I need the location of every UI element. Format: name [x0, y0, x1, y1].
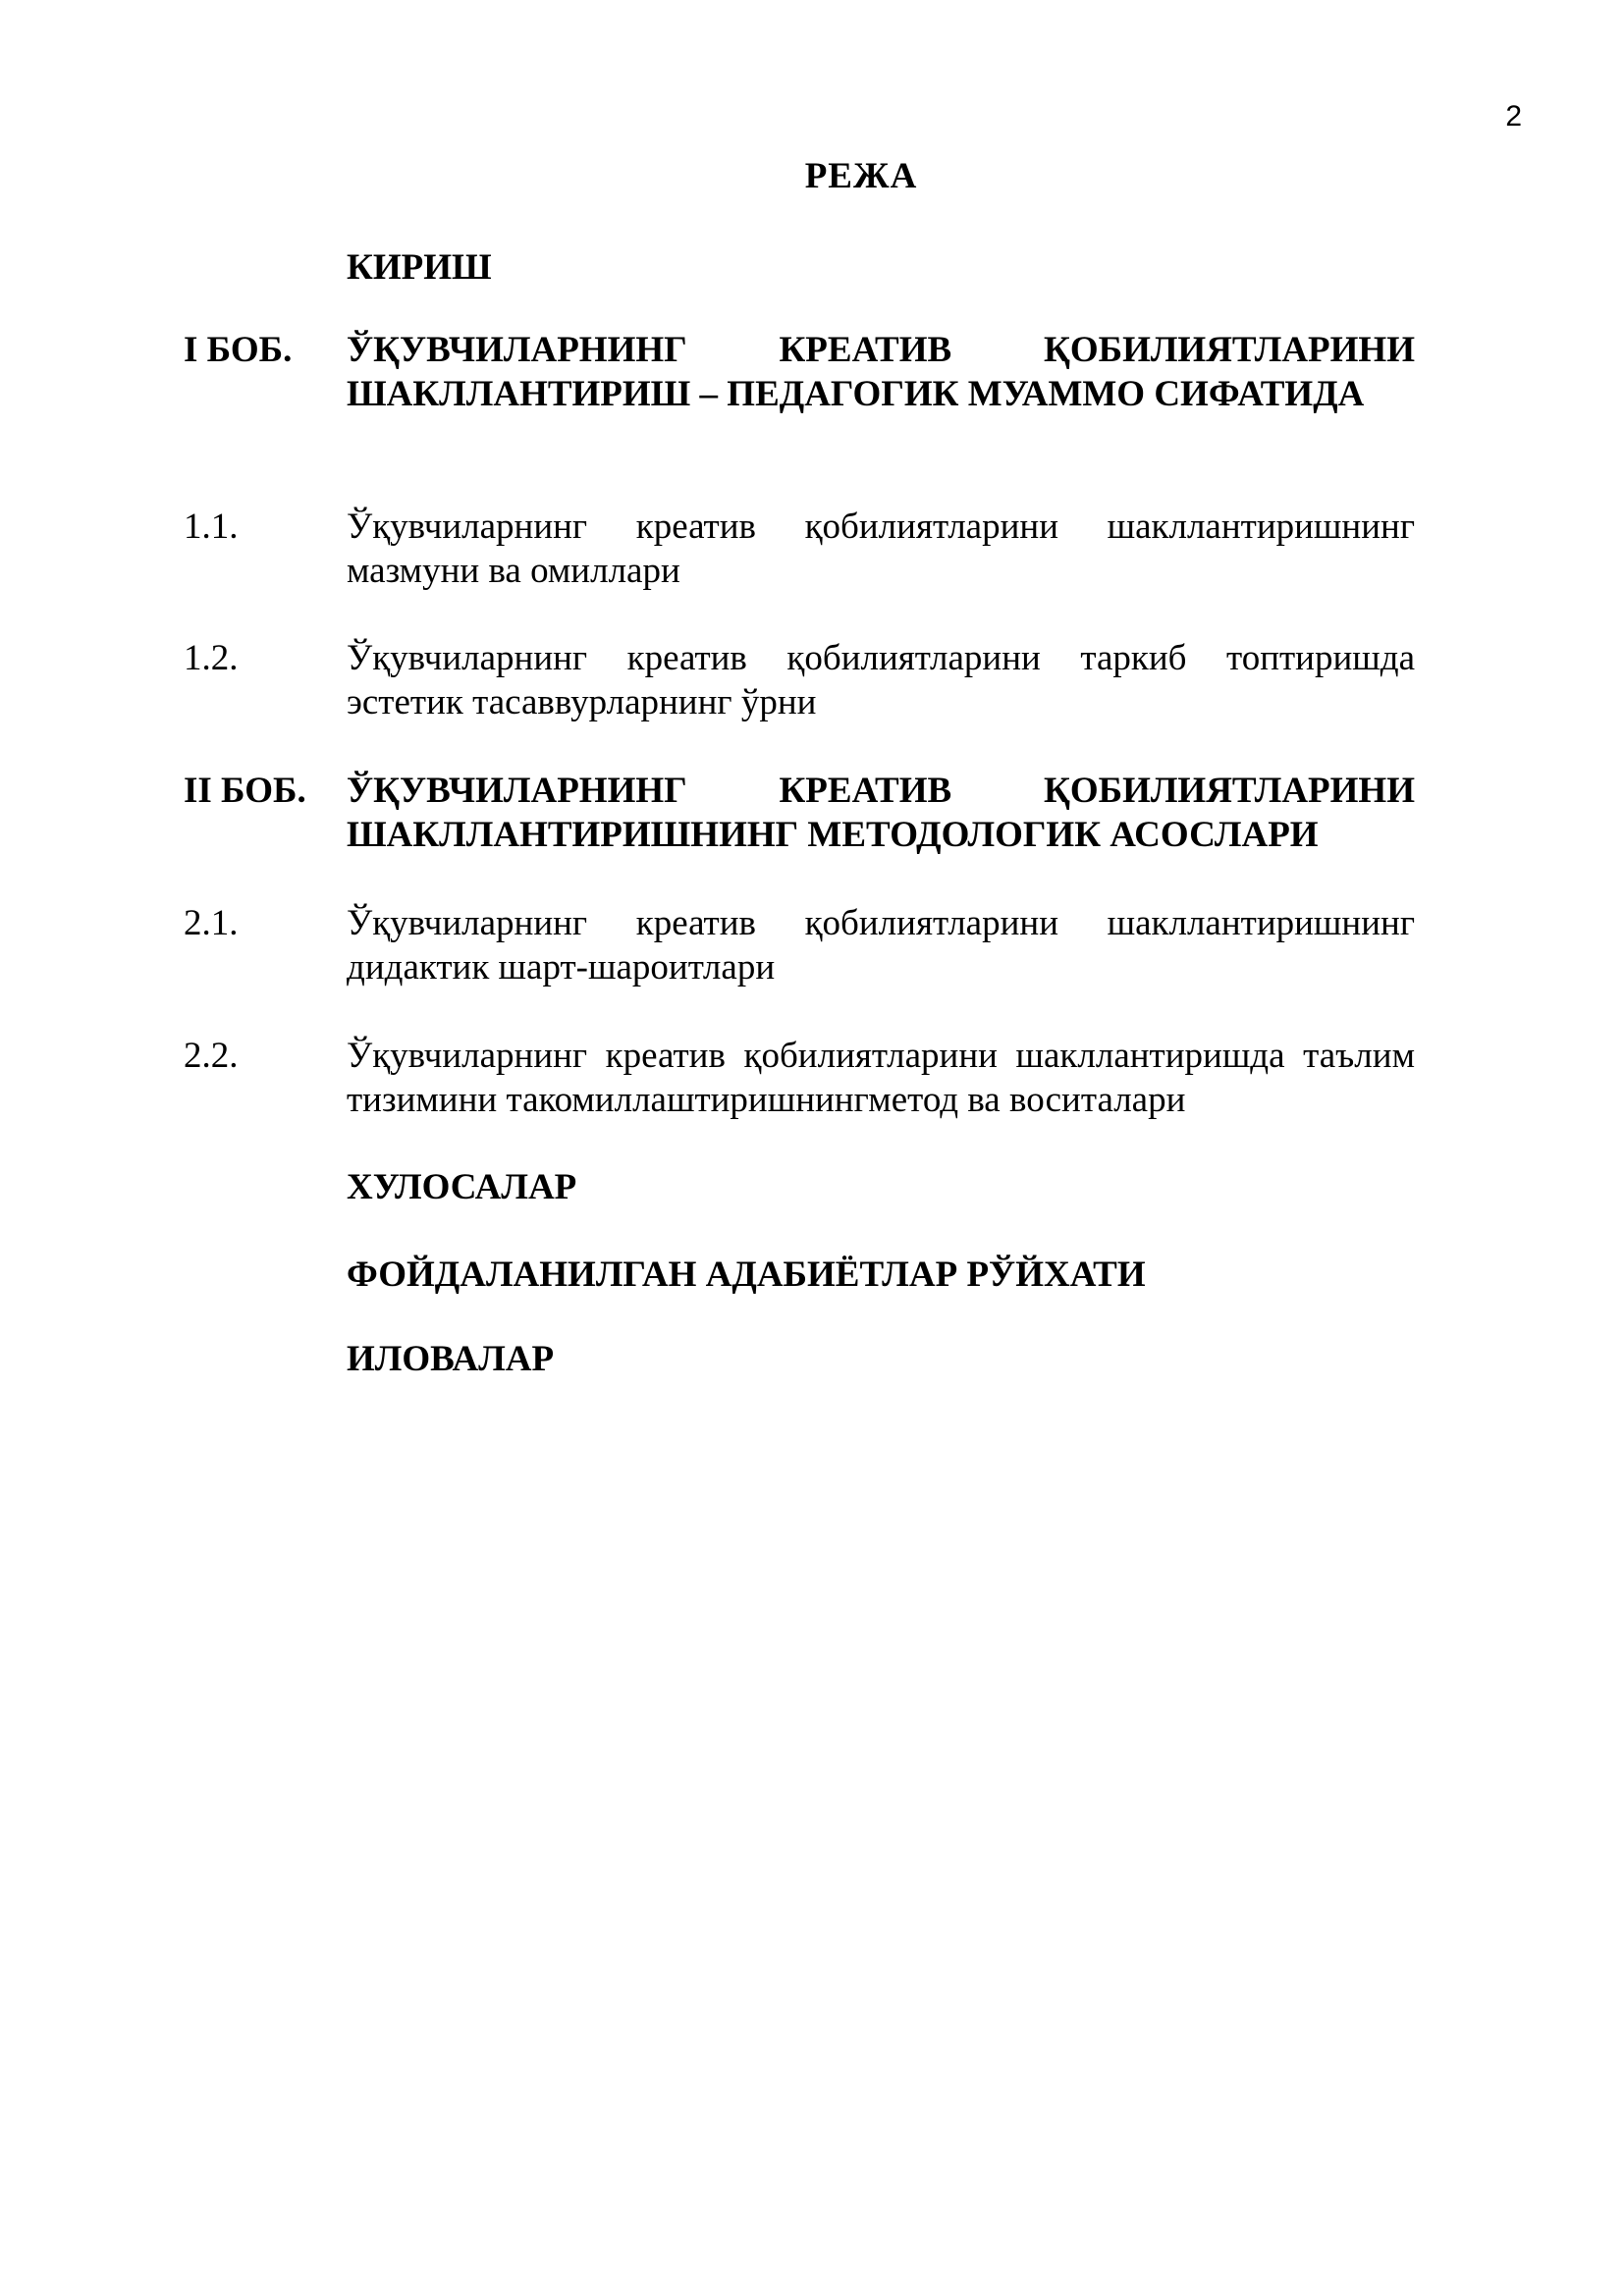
toc-entry-number: I БОБ.: [184, 330, 293, 370]
toc-entry-section-2-1: [184, 901, 1415, 989]
toc-entry-title: Ўқувчиларнинг креатив қобилиятларини шакллантиришда таълим тизимини такомиллаштиришнингметод ва воситалари: [347, 1036, 1415, 1120]
toc-entry-number: 2.2.: [184, 1036, 239, 1076]
toc-entry-title: Ўқувчиларнинг креатив қобилиятларини шакллантиришнинг мазмуни ва омиллари: [347, 507, 1415, 591]
toc-entry-title: Ўқувчиларнинг креатив қобилиятларини шакллантиришнинг дидактик шарт-шароитлари: [347, 903, 1415, 988]
toc-entry-section-2-2: [184, 1034, 1415, 1122]
toc-entry-section-1-2: [184, 636, 1415, 724]
toc-entry-title: ХУЛОСАЛАР: [347, 1167, 577, 1207]
toc-entry-number: [184, 1253, 347, 1297]
page-number: 2: [1505, 100, 1522, 133]
toc-entry-chapter-2: [184, 769, 1415, 857]
toc-entry-number: 2.1.: [184, 903, 239, 943]
toc-entry-number: II БОБ.: [184, 771, 306, 811]
toc-entry-title: ЎҚУВЧИЛАРНИНГ КРЕАТИВ ҚОБИЛИЯТЛАРИНИ ШАКЛЛАНТИРИШНИНГ МЕТОДОЛОГИК АСОСЛАРИ: [347, 771, 1415, 855]
toc-entry-chapter-1: [184, 328, 1415, 416]
toc-entry-title: ЎҚУВЧИЛАРНИНГ КРЕАТИВ ҚОБИЛИЯТЛАРИНИ ШАКЛЛАНТИРИШ – ПЕДАГОГИК МУАММО СИФАТИДА: [347, 330, 1415, 414]
toc-entry-conclusions: [184, 1165, 1415, 1209]
toc-entry-title: ИЛОВАЛАР: [347, 1339, 555, 1379]
toc-entry-references: [184, 1253, 1415, 1297]
toc-entry-number: [184, 1165, 347, 1209]
page-title: РЕЖА: [804, 156, 918, 196]
toc-entry-number: 1.1.: [184, 507, 239, 547]
toc-entry-number: [184, 1337, 347, 1381]
toc-entry-title: ФОЙДАЛАНИЛГАН АДАБИЁТЛАР РЎЙХАТИ: [347, 1255, 1146, 1295]
toc-entry-introduction: [184, 245, 1415, 290]
toc-entry-title: Ўқувчиларнинг креатив қобилиятларини таркиб топтиришда эстетик тасаввурларнинг ўрни: [347, 638, 1415, 722]
toc-entry-number: 1.2.: [184, 638, 239, 678]
toc-entry-appendices: [184, 1337, 1415, 1381]
toc-entry-number: [184, 245, 347, 290]
toc-entry-title: КИРИШ: [347, 247, 492, 288]
toc-entry-section-1-1: [184, 505, 1415, 593]
